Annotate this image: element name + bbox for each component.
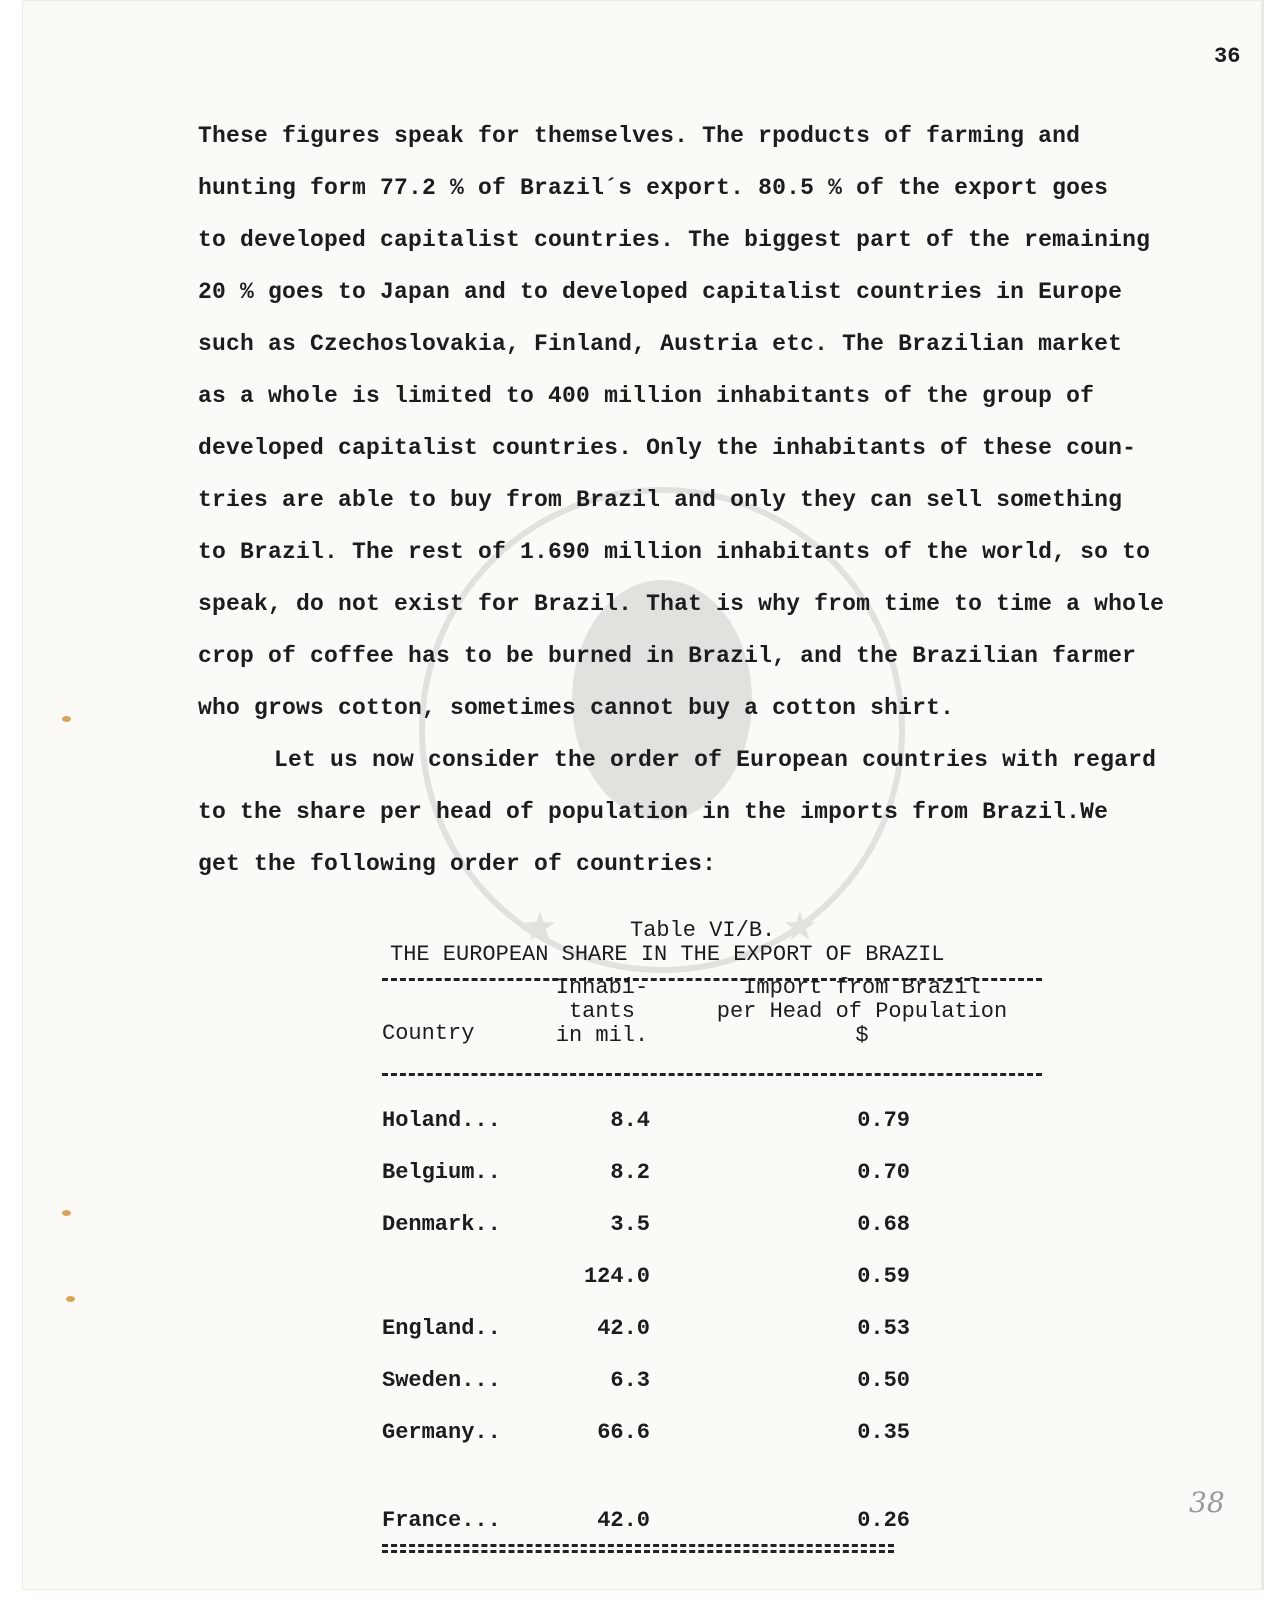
table-row <box>382 1108 1042 1138</box>
cell-import: 0.53 <box>857 1316 910 1341</box>
cell-country: France... <box>382 1508 501 1533</box>
text-line: These figures speak for themselves. The rpoducts of farming and <box>198 123 1081 149</box>
cell-country: England.. <box>382 1316 501 1341</box>
header-country: Country <box>382 1021 475 1046</box>
cell-inhabitants: 8.2 <box>610 1160 650 1185</box>
cell-inhabitants: 3.5 <box>610 1212 650 1237</box>
text-line: hunting form 77.2 % of Brazil´s export. 80.5 % of the export goes <box>198 175 1109 201</box>
table-bottom-rule-double <box>382 1550 894 1553</box>
cell-inhabitants: 6.3 <box>610 1368 650 1393</box>
body-text <box>198 118 1278 898</box>
cell-import: 0.59 <box>857 1264 910 1289</box>
table-caption: Table VI/B. <box>630 918 776 943</box>
text-line: get the following order of countries: <box>198 851 717 877</box>
page-number: 36 <box>1214 44 1241 69</box>
table-bottom-rule <box>382 1544 894 1547</box>
cell-inhabitants: 8.4 <box>610 1108 650 1133</box>
text-line: speak, do not exist for Brazil. That is why from time to time a whole <box>198 591 1165 617</box>
header-import: Import from Brazil per Head of Population $ <box>716 975 1008 1048</box>
cell-import: 0.79 <box>857 1108 910 1133</box>
paper-stain <box>62 716 71 722</box>
document-page <box>22 0 1262 1590</box>
handwritten-page-note: 38 <box>1189 1486 1225 1519</box>
cell-import: 0.35 <box>857 1420 910 1445</box>
cell-inhabitants: 42.0 <box>597 1316 650 1341</box>
cell-inhabitants: 66.6 <box>597 1420 650 1445</box>
table-row <box>382 1316 1042 1346</box>
table-title: THE EUROPEAN SHARE IN THE EXPORT OF BRAZIL <box>390 942 945 967</box>
text-line: who grows cotton, sometimes cannot buy a cotton shirt. <box>198 695 955 721</box>
cell-country: Belgium.. <box>382 1160 501 1185</box>
cell-import: 0.50 <box>857 1368 910 1393</box>
table-header-rule <box>382 1073 1042 1076</box>
table-row <box>382 1508 1042 1538</box>
text-line: such as Czechoslovakia, Finland, Austria etc. The Brazilian market <box>198 331 1123 357</box>
table-row <box>382 1264 1042 1294</box>
cell-country: Denmark.. <box>382 1212 501 1237</box>
text-line: to the share per head of population in the imports from Brazil.We <box>198 799 1109 825</box>
cell-import: 0.68 <box>857 1212 910 1237</box>
text-line: to Brazil. The rest of 1.690 million inhabitants of the world, so to <box>198 539 1151 565</box>
cell-country: Holand... <box>382 1108 501 1133</box>
table-row <box>382 1420 1042 1450</box>
cell-inhabitants: 124.0 <box>583 1264 650 1289</box>
text-line: Let us now consider the order of European countries with regard <box>274 747 1157 773</box>
text-line: crop of coffee has to be burned in Brazil, and the Brazilian farmer <box>198 643 1137 669</box>
cell-country: Germany.. <box>382 1420 501 1445</box>
cell-import: 0.70 <box>857 1160 910 1185</box>
text-line: as a whole is limited to 400 million inhabitants of the group of <box>198 383 1095 409</box>
svg-text:★: ★ <box>782 904 818 950</box>
cell-country: Sweden... <box>382 1368 501 1393</box>
table-row <box>382 1212 1042 1242</box>
svg-text:★: ★ <box>522 904 558 950</box>
paper-stain <box>62 1210 71 1216</box>
text-line: to developed capitalist countries. The biggest part of the remaining <box>198 227 1151 253</box>
header-inhabitants: Inhabi- tants in mil. <box>555 975 649 1048</box>
text-line: 20 % goes to Japan and to developed capitalist countries in Europe <box>198 279 1123 305</box>
table-row <box>382 1160 1042 1190</box>
cell-import: 0.26 <box>857 1508 910 1533</box>
text-line: developed capitalist countries. Only the inhabitants of these coun- <box>198 435 1137 461</box>
text-line: tries are able to buy from Brazil and only they can sell something <box>198 487 1123 513</box>
paper-stain <box>66 1296 75 1302</box>
cell-inhabitants: 42.0 <box>597 1508 650 1533</box>
table-row <box>382 1368 1042 1398</box>
